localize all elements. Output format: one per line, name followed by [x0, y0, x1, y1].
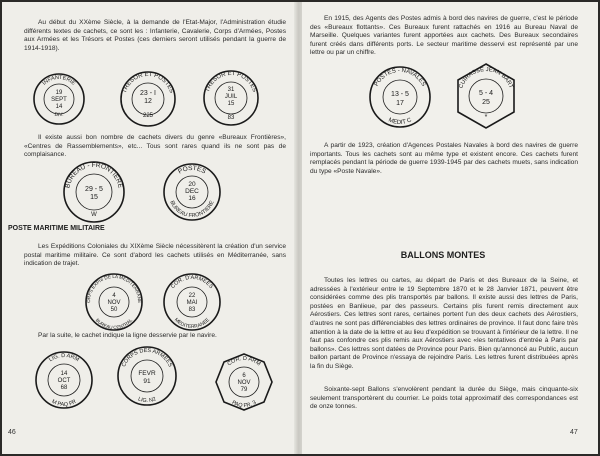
svg-text:POSTES - NAVALES — [374, 68, 427, 88]
stamp-tresor-postes-2 — [202, 69, 260, 127]
stamp-frontiere-1-bottom: W — [91, 212, 97, 218]
book-spread — [2, 2, 598, 454]
stamp-ligne-1-date3: 68 — [60, 385, 68, 391]
stamp-tresor-1-date1: 23 - I — [140, 90, 156, 97]
svg-text:LIG. N2 — [137, 396, 157, 404]
stamp-infanterie — [32, 72, 86, 126]
stamp-tresor-2-bottom: 83 — [227, 115, 235, 121]
stamp-frontiere-1-top: BUREAU - FRONTIERE — [64, 161, 124, 189]
svg-text:CORPS DES ARMEES — [121, 348, 173, 368]
stamp-ligne-2-top: CORPS DES ARMEES — [121, 347, 173, 369]
stamp-cuirasse-date2: 25 — [482, 99, 490, 106]
stamp-tresor-1-top: TRESOR ET POSTES — [121, 71, 175, 94]
stamp-frontiere-1-date1: 29 - 5 — [85, 186, 103, 193]
stamp-ligne-3-date3: 79 — [240, 387, 248, 393]
stamp-mediterranee-1-bottom: BUREAU CENTRAL — [94, 317, 134, 331]
stamp-naval-date1: 13 - 5 — [391, 91, 409, 98]
stamp-ligne-2-date2: 91 — [143, 378, 151, 385]
stamp-infanterie-bottom: DIV. — [54, 111, 65, 119]
right-paragraph-1: En 1915, des Agents des Postes admis à bord des navires de guerre, c'est le période des «Bureaux flottants». Ces Bureaux furent rattachés en 1916 au Bureau Naval de Marseille. Quelques variantes furent apportées aux cachets. Des Bureaux secondaires furent créés dans différents ports. Le secteur maritime desservi est représenté par une lettre ou par un chiffre. — [310, 15, 578, 57]
right-paragraph-4: Soixante-sept Ballons s'envolèrent pendant la durée du Siège, mais cinquante-six seulement transportèrent du courrier. Le poids total approximatif des correspondances est de onze tonnes. — [310, 386, 578, 411]
stamp-infanterie-date1: 19 — [55, 90, 63, 96]
stamp-infanterie-top: INFANTERIE — [41, 74, 77, 87]
svg-text:BUREAU CENTRAL — [95, 317, 134, 330]
stamp-mediterranee-2-date2: MAI — [186, 300, 198, 306]
stamp-naval-date2: 17 — [396, 100, 404, 107]
stamp-mediterranee-2-date1: 22 — [188, 293, 196, 299]
stamp-mediterranee-1-date2: NOV — [107, 300, 121, 306]
svg-text:BUREAU FRONTIERE — [168, 200, 215, 219]
left-paragraph-3: Les Expéditions Coloniales du XIXème Siècle nécessitèrent la création d'un service postal maritime militaire. Ce sont d'abord les cachets utilisés en Méditerranée, sans indication de trajet. — [24, 243, 286, 268]
stamp-tresor-1-date3: 225 — [142, 113, 154, 119]
stamp-infanterie-date2: SEPT — [51, 97, 67, 103]
stamp-tresor-postes-1 — [119, 70, 177, 128]
stamp-frontiere-2-date3: 16 — [188, 195, 196, 202]
svg-text:DIV. — [54, 112, 64, 119]
svg-text:CUIRASSE JEAN BART — [458, 67, 514, 90]
section-title-ballons-montes: BALLONS MONTES — [400, 250, 486, 260]
stamp-mediterranee-2-bottom: MEDITERRANEE — [172, 317, 212, 331]
svg-text:COR. D'ARMEES — [170, 275, 214, 290]
left-page — [2, 2, 296, 454]
left-paragraph-1: Au début du XXème Siècle, à la demande de l'Etat-Major, l'Administration étudie différents textes de cachets, ce sont les : Infanterie, Cavalerie, Corps d'Armées, Postes aux Armées et les Trésors et Postes (ces derniers seront utilisés pendant la guerre de 1914-1918). — [24, 19, 286, 52]
stamp-cuirasse-bottom: * — [484, 114, 488, 121]
stamp-naval-top: POSTES - NAVALES — [373, 67, 427, 88]
stamp-bureau-frontiere-2 — [162, 162, 222, 222]
stamp-mediterranee-2-date3: 83 — [188, 307, 196, 313]
stamp-mediterranee-1-top: ORPS EXPre DE LA MEDITERRANE — [85, 273, 143, 304]
stamp-mediterranee-2-top: COR. D'ARMEES — [170, 274, 214, 290]
stamp-infanterie-date3: 14 — [55, 104, 63, 110]
stamp-ligne-3-top: COR. D ARM — [226, 355, 262, 368]
stamp-mediterranee-1 — [84, 272, 144, 332]
stamp-tresor-2-top: TRESOR ET POSTES — [204, 70, 258, 93]
right-paragraph-3: Toutes les lettres ou cartes, au départ de Paris et des Bureaux de la Seine, et adressées à l'extérieur entre le 19 Septembre 1870 et le 28 Janvier 1871, peuvent être considérées comme des plis transportés par ballons. Il existe aussi des lettres de Paris, postées en Banlieue, par des passeurs. Certains plis furent remis directement aux Aérostiers. Ces lettres sont rares, certaines portent l'un des deux cachets des Aérostiers, d'autres ne sont pas différenciables des lettres ordinaires de province. Il faut donc faire très attention à la date de la lettre et au lieu d'expédition se trouvant à l'intérieur de la lettre. Il ne faut pas confondre ces plis remis aux Aérostiers avec «les tentatives d'entrée à Paris par ballons». Ces lettres sont datées de Province pour Paris. Bien qu'annoncé au Public, aucun ballon partant de Province n'essaya de rejoindre Paris. Les lettres furent distribuées après la fin du Siège. — [310, 277, 578, 370]
stamp-ligne-1-bottom: M PAQ FR — [50, 398, 78, 409]
stamp-mediterranee-1-date3: 50 — [110, 307, 118, 313]
stamp-ligne-3 — [214, 352, 274, 412]
stamp-frontiere-2-date1: 20 — [188, 181, 196, 188]
stamp-ligne-2-bottom: LIG. N2 — [137, 396, 157, 405]
stamp-postes-navales — [368, 65, 432, 129]
stamp-tresor-1-date2: 12 — [144, 98, 152, 105]
stamp-bureau-frontiere-1 — [62, 160, 126, 224]
stamp-cuirasse-jean-bart — [452, 62, 520, 130]
left-paragraph-2: Il existe aussi bon nombre de cachets divers du genre «Bureaux Frontières», «Centres de Rassemblements», etc... Tous sont rares quand ils ne sont pas de complaisance. — [24, 134, 286, 159]
stamp-frontiere-1-date2: 15 — [90, 194, 98, 201]
stamp-naval-bottom: MEDIT C — [387, 117, 413, 127]
left-paragraph-4: Par la suite, le cachet indique la ligne desservie par le navire. — [38, 332, 217, 339]
stamp-ligne-1-date2: OCT — [57, 378, 71, 384]
stamp-mediterranee-1-date1: 4 — [112, 293, 116, 299]
page-number-right: 47 — [570, 429, 578, 436]
stamp-frontiere-2-bottom: BUREAU FRONTIERE — [168, 200, 216, 220]
stamp-tresor-2-date2: JUIL — [224, 94, 238, 100]
stamp-ligne-3-date1: 6 — [242, 373, 246, 379]
stamp-frontiere-2-top: POSTES — [177, 164, 207, 176]
svg-text:MEDITERRANEE — [173, 317, 212, 331]
stamp-cuirasse-date1: 5 - 4 — [478, 90, 494, 97]
section-title-poste-maritime: POSTE MARITIME MILITAIRE — [8, 225, 105, 232]
stamp-ligne-2 — [116, 345, 178, 407]
stamp-ligne-1-date1: 14 — [60, 371, 68, 377]
stamp-tresor-2-date1: 31 — [227, 87, 235, 93]
stamp-mediterranee-2 — [162, 272, 222, 332]
stamp-ligne-3-date2: NOV — [237, 380, 251, 386]
stamp-tresor-2-date3: 15 — [227, 101, 235, 107]
stamp-ligne-1-top: LIG. D ARM — [48, 352, 80, 364]
right-paragraph-2: A partir de 1923, création d'Agences Postales Navales à bord des navires de guerre importants. Tous les cachets sont au même type et existent encore. Ces cachets furent remplacés pendant la période de guerre 1939-1945 par des cachets muets, sans indication du type «Poste Navale». — [310, 142, 578, 175]
stamp-ligne-2-date1: FEVR — [138, 370, 156, 377]
page-number-left: 46 — [8, 429, 16, 436]
right-page — [302, 2, 598, 454]
stamp-cuirasse-top: CUIRASSE JEAN BART — [458, 66, 514, 90]
stamp-frontiere-2-date2: DEC — [185, 188, 199, 195]
stamp-ligne-3-bottom: PAQ FR. 3 — [230, 399, 258, 410]
svg-text:COR. D ARM — [227, 356, 262, 368]
svg-text:PAQ FR. 3 — [231, 400, 258, 409]
stamp-ligne-1 — [34, 350, 94, 410]
